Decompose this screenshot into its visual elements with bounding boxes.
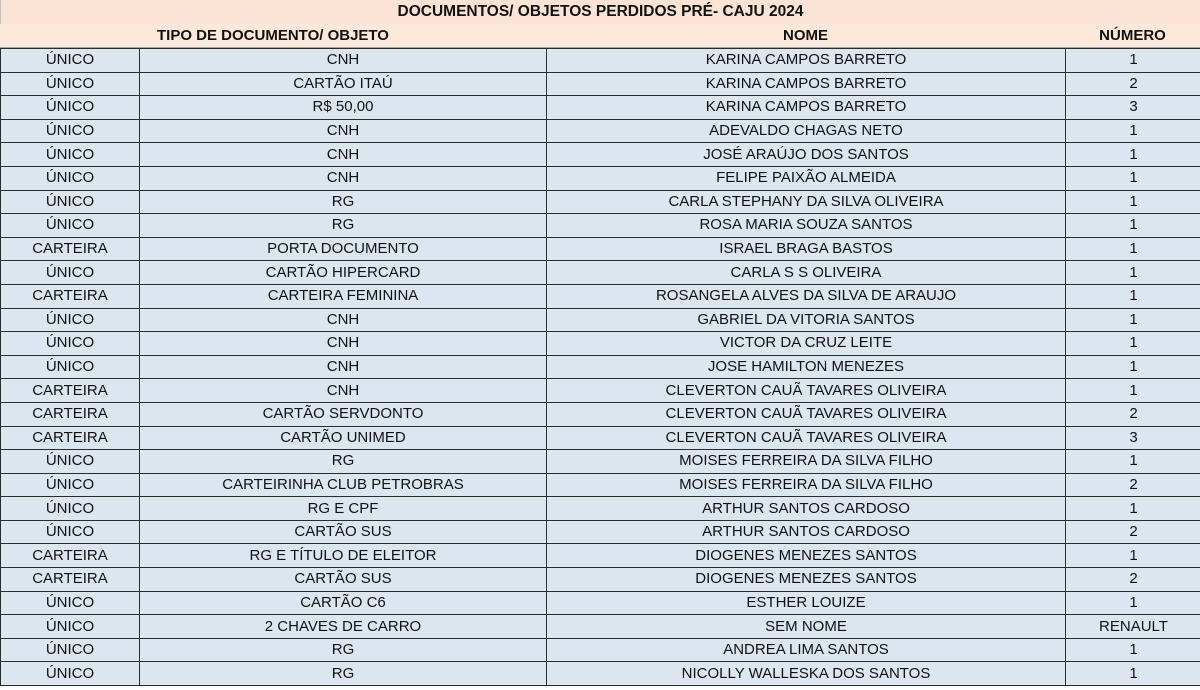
cell-objeto[interactable]: CARTEIRINHA CLUB PETROBRAS	[140, 473, 547, 497]
cell-objeto[interactable]: CARTÃO SUS	[140, 520, 547, 544]
cell-numero[interactable]: 1	[1066, 638, 1200, 662]
cell-nome[interactable]: CARLA STEPHANY DA SILVA OLIVEIRA	[547, 190, 1066, 214]
column-header-numero[interactable]: NÚMERO	[1099, 27, 1166, 44]
table-row	[1, 568, 1200, 592]
table-row	[1, 119, 1200, 143]
cell-numero[interactable]: 2	[1066, 402, 1200, 426]
cell-objeto[interactable]: RG E CPF	[140, 497, 547, 521]
cell-objeto[interactable]: CNH	[140, 166, 547, 190]
column-header-nome[interactable]: NOME	[783, 27, 828, 44]
cell-nome[interactable]: KARINA CAMPOS BARRETO	[547, 49, 1066, 73]
cell-numero[interactable]: 2	[1066, 72, 1200, 96]
cell-objeto[interactable]: RG	[140, 638, 547, 662]
cell-numero[interactable]: 1	[1066, 261, 1200, 285]
cell-numero[interactable]: 1	[1066, 166, 1200, 190]
cell-categoria[interactable]: ÚNICO	[1, 166, 140, 190]
cell-numero[interactable]: 1	[1066, 379, 1200, 403]
cell-objeto[interactable]: RG	[140, 662, 547, 686]
cell-numero[interactable]: 1	[1066, 237, 1200, 261]
cell-numero[interactable]: 1	[1066, 497, 1200, 521]
cell-nome[interactable]: JOSÉ ARAÚJO DOS SANTOS	[547, 143, 1066, 167]
cell-nome[interactable]: MOISES FERREIRA DA SILVA FILHO	[547, 473, 1066, 497]
cell-categoria[interactable]: CARTEIRA	[1, 237, 140, 261]
cell-nome[interactable]: SEM NOME	[547, 615, 1066, 639]
table-row	[1, 638, 1200, 662]
cell-categoria[interactable]: ÚNICO	[1, 143, 140, 167]
cell-objeto[interactable]: CNH	[140, 379, 547, 403]
table-row	[1, 615, 1200, 639]
cell-nome[interactable]: NICOLLY WALLESKA DOS SANTOS	[547, 662, 1066, 686]
cell-numero[interactable]: 1	[1066, 591, 1200, 615]
cell-objeto[interactable]: CARTEIRA FEMININA	[140, 284, 547, 308]
cell-categoria[interactable]: CARTEIRA	[1, 402, 140, 426]
cell-categoria[interactable]: ÚNICO	[1, 214, 140, 238]
cell-nome[interactable]: ROSANGELA ALVES DA SILVA DE ARAUJO	[547, 284, 1066, 308]
cell-objeto[interactable]: CARTÃO C6	[140, 591, 547, 615]
cell-categoria[interactable]: ÚNICO	[1, 591, 140, 615]
cell-numero[interactable]: RENAULT	[1066, 615, 1200, 639]
table-row	[1, 96, 1200, 120]
cell-numero[interactable]: 1	[1066, 143, 1200, 167]
cell-nome[interactable]: DIOGENES MENEZES SANTOS	[547, 568, 1066, 592]
cell-objeto[interactable]: CARTÃO HIPERCARD	[140, 261, 547, 285]
cell-objeto[interactable]: CNH	[140, 308, 547, 332]
cell-categoria[interactable]: ÚNICO	[1, 497, 140, 521]
table-row	[1, 426, 1200, 450]
cell-categoria[interactable]: CARTEIRA	[1, 426, 140, 450]
cell-nome[interactable]: MOISES FERREIRA DA SILVA FILHO	[547, 450, 1066, 474]
table-row	[1, 237, 1200, 261]
table-row	[1, 450, 1200, 474]
column-header-row	[0, 24, 1200, 48]
table-row	[1, 214, 1200, 238]
table-row	[1, 473, 1200, 497]
cell-numero[interactable]: 3	[1066, 96, 1200, 120]
table-row	[1, 190, 1200, 214]
cell-numero[interactable]: 2	[1066, 568, 1200, 592]
table-body	[1, 49, 1200, 686]
cell-objeto[interactable]: R$ 50,00	[140, 96, 547, 120]
cell-nome[interactable]: DIOGENES MENEZES SANTOS	[547, 544, 1066, 568]
cell-nome[interactable]: CARLA S S OLIVEIRA	[547, 261, 1066, 285]
table-row	[1, 166, 1200, 190]
cell-nome[interactable]: ESTHER LOUIZE	[547, 591, 1066, 615]
cell-categoria[interactable]: CARTEIRA	[1, 568, 140, 592]
cell-categoria[interactable]: ÚNICO	[1, 261, 140, 285]
cell-numero[interactable]: 1	[1066, 284, 1200, 308]
data-table	[0, 48, 1200, 686]
cell-objeto[interactable]: CARTÃO UNIMED	[140, 426, 547, 450]
cell-numero[interactable]: 1	[1066, 662, 1200, 686]
table-row	[1, 544, 1200, 568]
cell-numero[interactable]: 1	[1066, 332, 1200, 356]
cell-nome[interactable]: GABRIEL DA VITORIA SANTOS	[547, 308, 1066, 332]
table-row	[1, 402, 1200, 426]
cell-objeto[interactable]: RG	[140, 450, 547, 474]
cell-numero[interactable]: 1	[1066, 190, 1200, 214]
cell-nome[interactable]: VICTOR DA CRUZ LEITE	[547, 332, 1066, 356]
cell-categoria[interactable]: ÚNICO	[1, 615, 140, 639]
cell-objeto[interactable]: RG E TÍTULO DE ELEITOR	[140, 544, 547, 568]
cell-categoria[interactable]: CARTEIRA	[1, 284, 140, 308]
cell-numero[interactable]: 1	[1066, 214, 1200, 238]
table-row	[1, 49, 1200, 73]
cell-nome[interactable]: ARTHUR SANTOS CARDOSO	[547, 497, 1066, 521]
table-row	[1, 355, 1200, 379]
cell-objeto[interactable]: CNH	[140, 119, 547, 143]
table-row	[1, 143, 1200, 167]
cell-categoria[interactable]: ÚNICO	[1, 332, 140, 356]
column-header-tipo[interactable]: TIPO DE DOCUMENTO/ OBJETO	[157, 27, 389, 44]
cell-objeto[interactable]: PORTA DOCUMENTO	[140, 237, 547, 261]
cell-categoria[interactable]: CARTEIRA	[1, 544, 140, 568]
table-row	[1, 497, 1200, 521]
cell-nome[interactable]: ARTHUR SANTOS CARDOSO	[547, 520, 1066, 544]
cell-nome[interactable]: JOSE HAMILTON MENEZES	[547, 355, 1066, 379]
cell-numero[interactable]: 2	[1066, 473, 1200, 497]
cell-categoria[interactable]: ÚNICO	[1, 473, 140, 497]
table-row	[1, 261, 1200, 285]
cell-nome[interactable]: ISRAEL BRAGA BASTOS	[547, 237, 1066, 261]
cell-categoria[interactable]: CARTEIRA	[1, 379, 140, 403]
table-row	[1, 379, 1200, 403]
cell-nome[interactable]: KARINA CAMPOS BARRETO	[547, 72, 1066, 96]
cell-numero[interactable]: 1	[1066, 544, 1200, 568]
cell-categoria[interactable]: ÚNICO	[1, 96, 140, 120]
table-row	[1, 308, 1200, 332]
cell-objeto[interactable]: CARTÃO SERVDONTO	[140, 402, 547, 426]
cell-numero[interactable]: 1	[1066, 450, 1200, 474]
cell-categoria[interactable]: ÚNICO	[1, 450, 140, 474]
cell-numero[interactable]: 2	[1066, 520, 1200, 544]
cell-nome[interactable]: FELIPE PAIXÃO ALMEIDA	[547, 166, 1066, 190]
cell-numero[interactable]: 1	[1066, 119, 1200, 143]
cell-categoria[interactable]: ÚNICO	[1, 662, 140, 686]
cell-numero[interactable]: 1	[1066, 355, 1200, 379]
cell-objeto[interactable]: CNH	[140, 143, 547, 167]
table-row	[1, 332, 1200, 356]
cell-categoria[interactable]: ÚNICO	[1, 638, 140, 662]
table-row	[1, 662, 1200, 686]
cell-numero[interactable]: 1	[1066, 308, 1200, 332]
cell-objeto[interactable]: CNH	[140, 355, 547, 379]
cell-categoria[interactable]: ÚNICO	[1, 308, 140, 332]
cell-objeto[interactable]: CNH	[140, 332, 547, 356]
table-row	[1, 72, 1200, 96]
cell-nome[interactable]: ANDREA LIMA SANTOS	[547, 638, 1066, 662]
cell-categoria[interactable]: ÚNICO	[1, 119, 140, 143]
cell-nome[interactable]: KARINA CAMPOS BARRETO	[547, 96, 1066, 120]
cell-categoria[interactable]: ÚNICO	[1, 72, 140, 96]
table-row	[1, 284, 1200, 308]
cell-numero[interactable]: 1	[1066, 49, 1200, 73]
cell-objeto[interactable]: RG	[140, 214, 547, 238]
cell-objeto[interactable]: 2 CHAVES DE CARRO	[140, 615, 547, 639]
sheet-title: DOCUMENTOS/ OBJETOS PERDIDOS PRÉ- CAJU 2024	[0, 0, 1200, 24]
cell-categoria[interactable]: ÚNICO	[1, 49, 140, 73]
cell-categoria[interactable]: ÚNICO	[1, 355, 140, 379]
table-row	[1, 520, 1200, 544]
cell-categoria[interactable]: ÚNICO	[1, 520, 140, 544]
table-row	[1, 591, 1200, 615]
cell-nome[interactable]: CLEVERTON CAUÃ TAVARES OLIVEIRA	[547, 379, 1066, 403]
cell-nome[interactable]: CLEVERTON CAUÃ TAVARES OLIVEIRA	[547, 402, 1066, 426]
cell-categoria[interactable]: ÚNICO	[1, 190, 140, 214]
cell-nome[interactable]: CLEVERTON CAUÃ TAVARES OLIVEIRA	[547, 426, 1066, 450]
cell-nome[interactable]: ROSA MARIA SOUZA SANTOS	[547, 214, 1066, 238]
cell-objeto[interactable]: CARTÃO SUS	[140, 568, 547, 592]
cell-nome[interactable]: ADEVALDO CHAGAS NETO	[547, 119, 1066, 143]
cell-objeto[interactable]: RG	[140, 190, 547, 214]
cell-numero[interactable]: 3	[1066, 426, 1200, 450]
cell-objeto[interactable]: CARTÃO ITAÚ	[140, 72, 547, 96]
cell-objeto[interactable]: CNH	[140, 49, 547, 73]
